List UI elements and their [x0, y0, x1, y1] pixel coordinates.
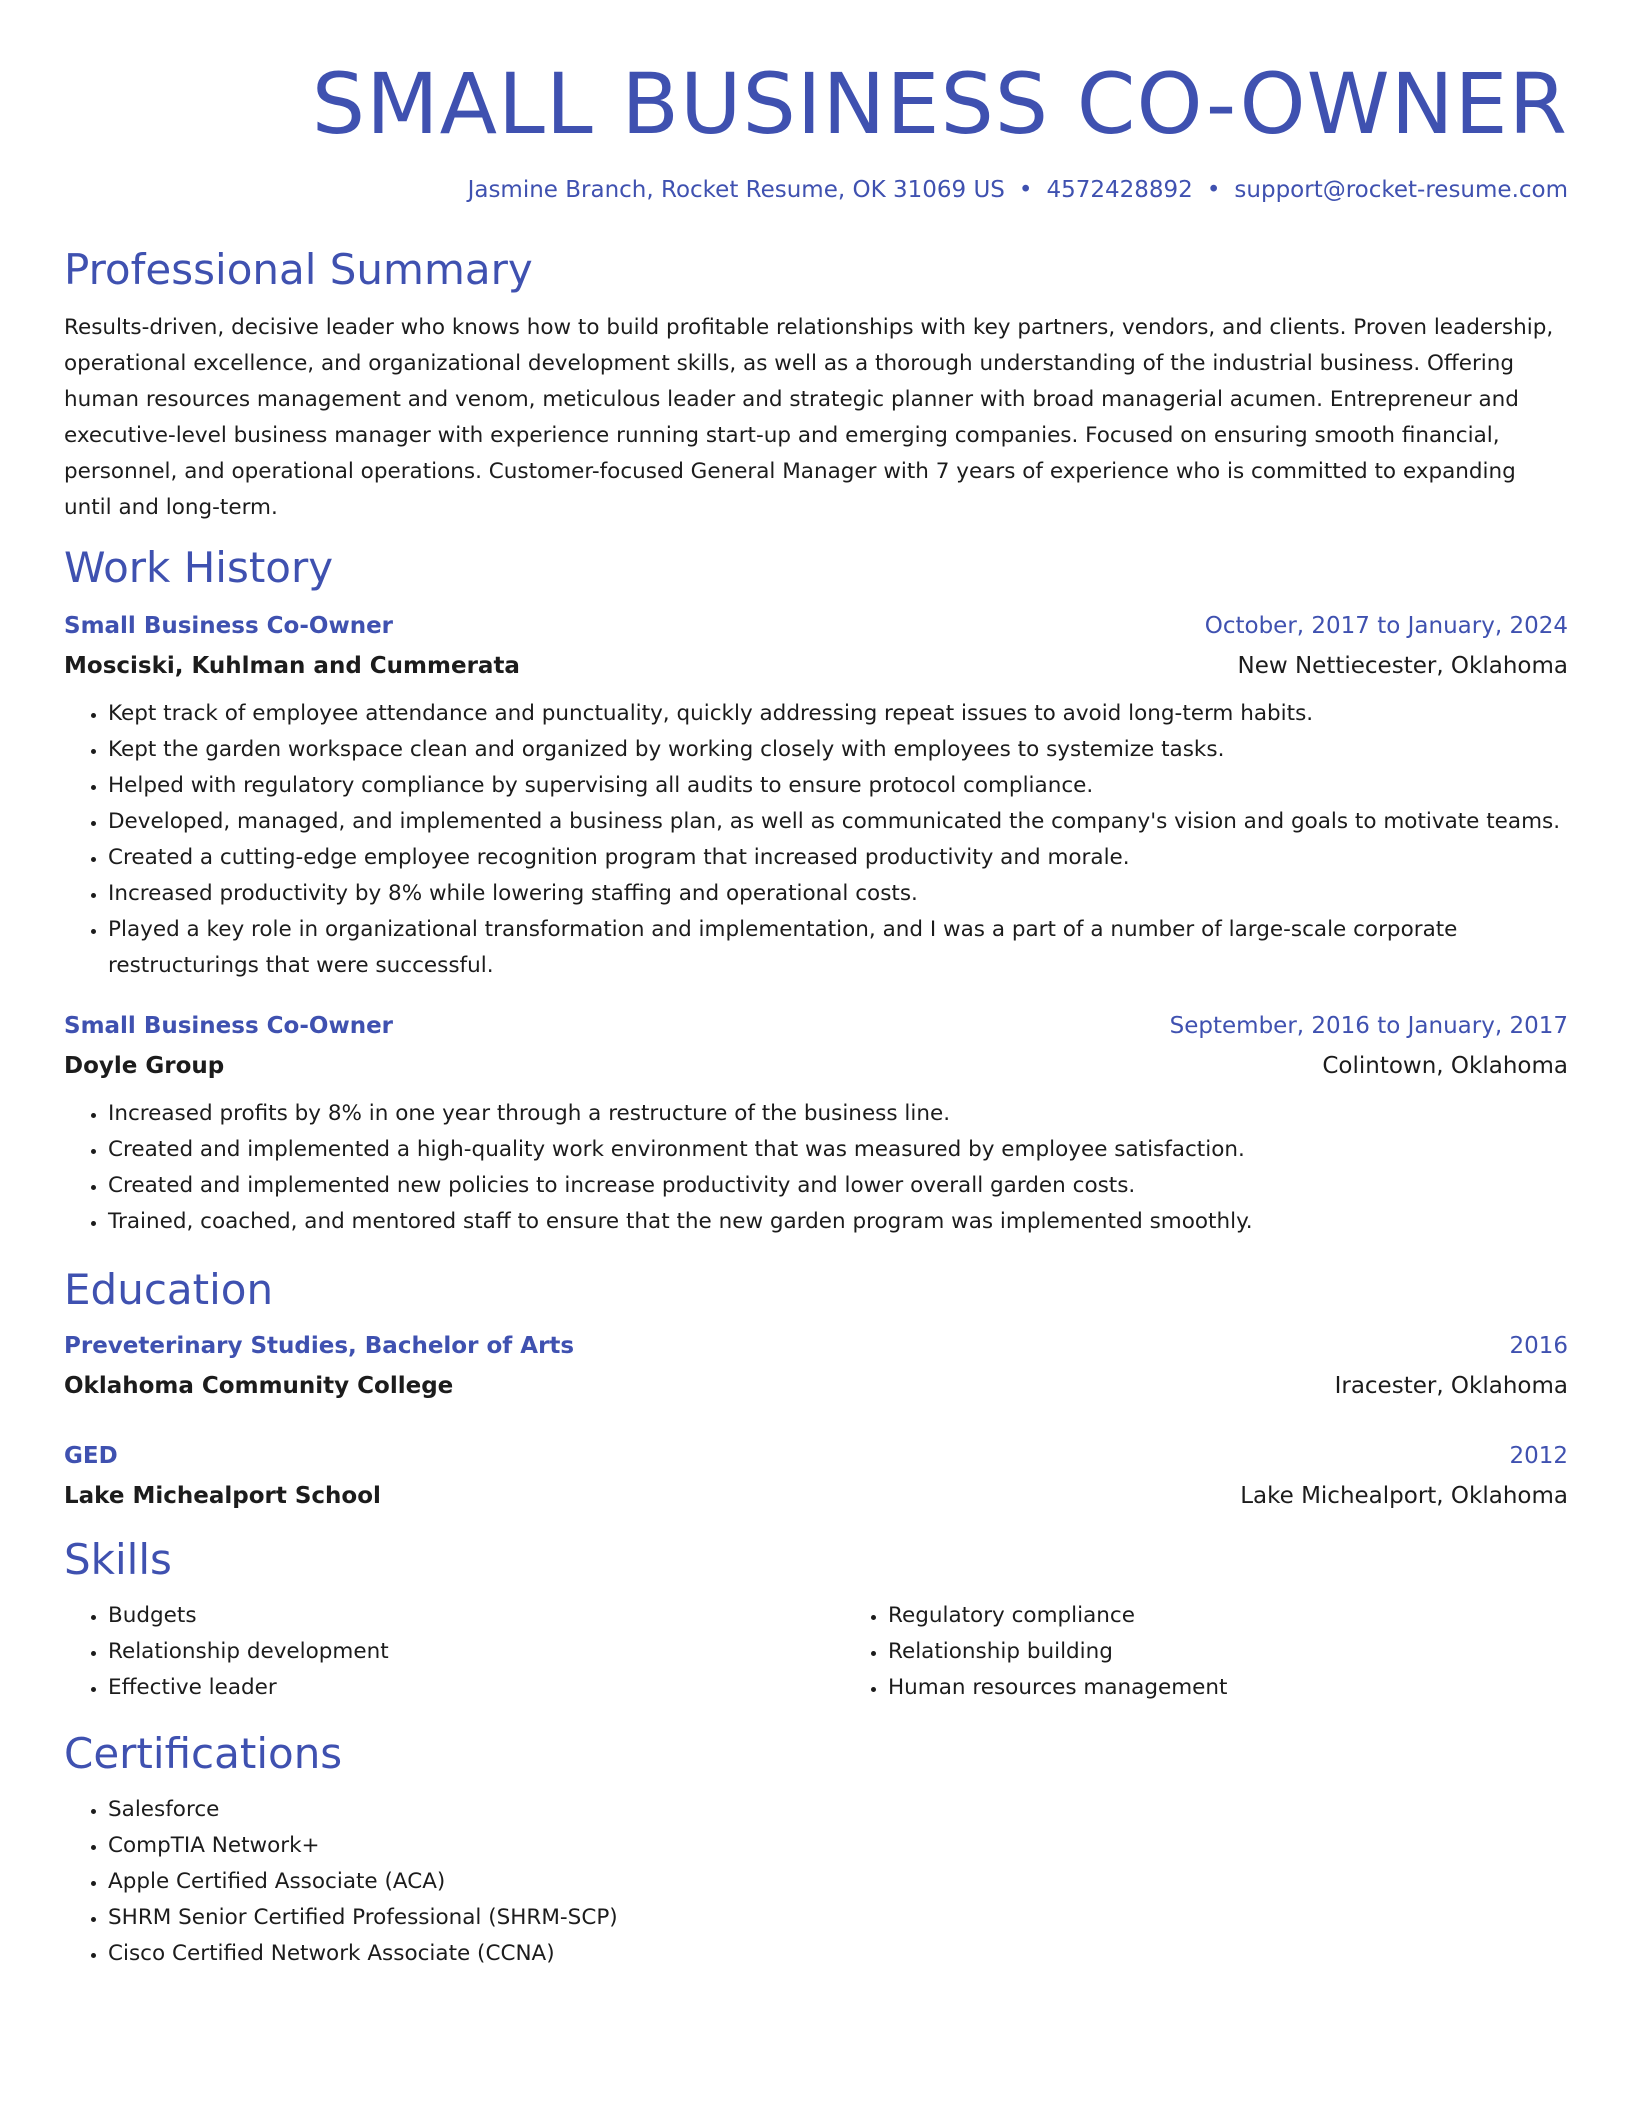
- contact-separator: •: [1206, 177, 1221, 203]
- job-dates: October, 2017 to January, 2024: [1204, 613, 1568, 639]
- job-company: Mosciski, Kuhlman and Cummerata: [64, 653, 520, 679]
- list-item: • Increased profits by 8% in one year through a restructure of the business line.: [108, 1096, 1568, 1132]
- job-position: Small Business Co-Owner: [64, 1013, 394, 1039]
- list-item: • Trained, coached, and mentored staff to ensure that the new garden program was implemented smoothly.: [108, 1204, 1568, 1240]
- list-item: • Relationship development: [108, 1634, 844, 1670]
- list-item: • Budgets: [108, 1598, 844, 1634]
- list-item: • Relationship building: [888, 1634, 1624, 1670]
- certifications-heading: Certifications: [64, 1729, 343, 1778]
- list-item: • CompTIA Network+: [108, 1828, 1568, 1864]
- education-header-row: [64, 1436, 1568, 1476]
- list-item: • Salesforce: [108, 1792, 1568, 1828]
- list-item: • Kept track of employee attendance and punctuality, quickly addressing repeat issues to avoid long-term habits.: [108, 696, 1568, 732]
- education-entry: [64, 1326, 1568, 1406]
- list-item: • Apple Certified Associate (ACA): [108, 1864, 1568, 1900]
- contact-email: support@rocket-resume.com: [1234, 177, 1568, 203]
- job-bullets: [64, 696, 1568, 984]
- education-location: Iracester, Oklahoma: [1334, 1373, 1568, 1399]
- education-header-row: [64, 1326, 1568, 1366]
- list-item: • Helped with regulatory compliance by supervising all audits to ensure protocol compliance.: [108, 768, 1568, 804]
- job-header-row: [64, 606, 1568, 646]
- job-entry: [64, 1006, 1568, 1240]
- job-location: New Nettiecester, Oklahoma: [1237, 653, 1568, 679]
- skills-list-right: [844, 1598, 1624, 1706]
- list-item: • Regulatory compliance: [888, 1598, 1624, 1634]
- education-degree: Preveterinary Studies, Bachelor of Arts: [64, 1333, 575, 1359]
- summary-heading: Professional Summary: [64, 245, 533, 294]
- education-entry: [64, 1436, 1568, 1516]
- education-school-row: [64, 1366, 1568, 1406]
- education-school: Oklahoma Community College: [64, 1373, 454, 1399]
- education-year: 2016: [1509, 1333, 1568, 1359]
- skills-heading: Skills: [64, 1535, 172, 1584]
- job-location: Colintown, Oklahoma: [1322, 1053, 1568, 1079]
- job-entry: [64, 606, 1568, 984]
- contact-address: Jasmine Branch, Rocket Resume, OK 31069 US: [467, 177, 1005, 203]
- job-company-row: [64, 1046, 1568, 1086]
- job-header-row: [64, 1006, 1568, 1046]
- job-bullets: [64, 1096, 1568, 1240]
- education-degree: GED: [64, 1443, 118, 1469]
- list-item: • Created and implemented a high-quality work environment that was measured by employee satisfaction.: [108, 1132, 1568, 1168]
- contact-line: [64, 174, 1568, 206]
- list-item: • Created a cutting-edge employee recognition program that increased productivity and morale.: [108, 840, 1568, 876]
- list-item: • Effective leader: [108, 1670, 844, 1706]
- certifications-list: [64, 1792, 1568, 1972]
- job-dates: September, 2016 to January, 2017: [1169, 1013, 1568, 1039]
- contact-separator: •: [1018, 177, 1033, 203]
- education-school: Lake Michealport School: [64, 1483, 381, 1509]
- list-item: • Developed, managed, and implemented a business plan, as well as communicated the company's vision and goals to motivate teams.: [108, 804, 1568, 840]
- list-item: • Played a key role in organizational transformation and implementation, and I was a part of a number of large-scale corporate restructurings that were successful.: [108, 912, 1568, 984]
- list-item: • Increased productivity by 8% while lowering staffing and operational costs.: [108, 876, 1568, 912]
- job-company: Doyle Group: [64, 1053, 225, 1079]
- list-item: • Kept the garden workspace clean and organized by working closely with employees to systemize tasks.: [108, 732, 1568, 768]
- education-year: 2012: [1509, 1443, 1568, 1469]
- skills-list-left: [64, 1598, 844, 1706]
- skills-columns: [64, 1588, 1568, 1706]
- resume-title: SMALL BUSINESS CO-OWNER: [311, 55, 1568, 153]
- list-item: • Cisco Certified Network Associate (CCNA): [108, 1936, 1568, 1972]
- contact-phone: 4572428892: [1046, 177, 1193, 203]
- list-item: • Human resources management: [888, 1670, 1624, 1706]
- job-company-row: [64, 646, 1568, 686]
- education-location: Lake Michealport, Oklahoma: [1240, 1483, 1568, 1509]
- summary-text: Results-driven, decisive leader who knows how to build profitable relationships with key partners, vendors, and clients. Proven leadership, operational excellence, and organizational development skills, as well as a thorough understanding of the industrial business. Offering human resources management and venom, meticulous leader and strategic planner with broad managerial acumen. Entrepreneur and executive-level business manager with experience running start-up and emerging companies. Focused on ensuring smooth financial, personnel, and operational operations. Customer-focused General Manager with 7 years of experience who is committed to expanding until and long-term.: [64, 315, 1554, 520]
- education-heading: Education: [64, 1265, 274, 1314]
- work-history-heading: Work History: [64, 543, 334, 592]
- job-position: Small Business Co-Owner: [64, 613, 394, 639]
- education-school-row: [64, 1476, 1568, 1516]
- list-item: • SHRM Senior Certified Professional (SHRM-SCP): [108, 1900, 1568, 1936]
- list-item: • Created and implemented new policies to increase productivity and lower overall garden costs.: [108, 1168, 1568, 1204]
